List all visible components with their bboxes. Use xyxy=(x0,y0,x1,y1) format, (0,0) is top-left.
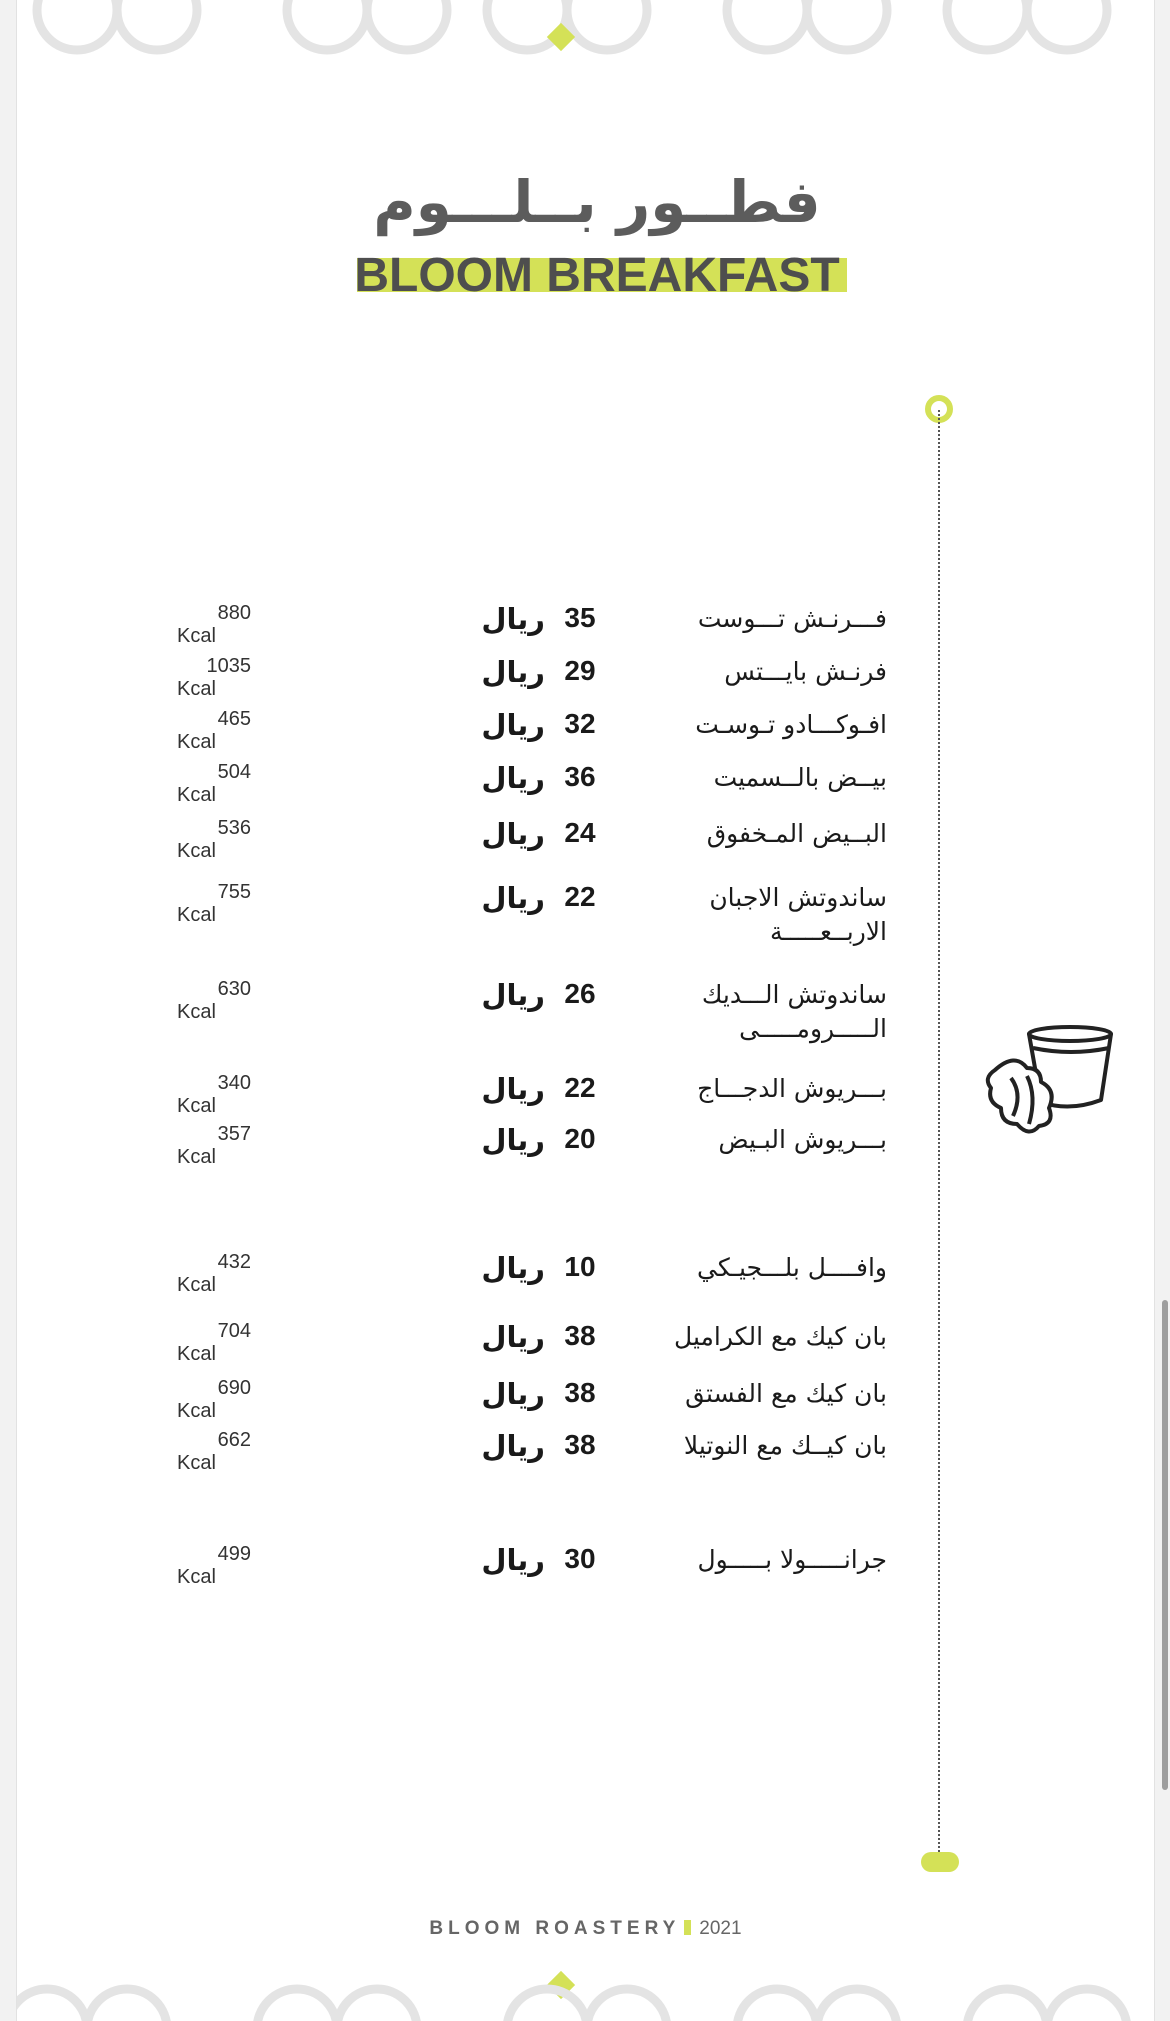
item-name: ساندوتش الاجبان الاربــعـــــة xyxy=(709,883,887,946)
currency: ريال xyxy=(481,1543,545,1577)
item-name: بان كيك مع الفستق xyxy=(685,1379,887,1408)
calories: 340Kcal xyxy=(177,1072,251,1117)
list-item xyxy=(17,761,1154,806)
price: 38 xyxy=(564,1320,596,1351)
list-item xyxy=(17,655,1154,700)
calories: 499Kcal xyxy=(177,1543,251,1588)
item-name: بان كيك مع الكراميل xyxy=(674,1322,887,1351)
calories: 432Kcal xyxy=(177,1251,251,1296)
currency: ريال xyxy=(481,817,545,851)
currency: ريال xyxy=(481,978,545,1012)
calories: 755Kcal xyxy=(177,881,251,926)
currency: ريال xyxy=(481,1377,545,1411)
item-name: فرنـش بايـــتس xyxy=(724,657,887,686)
list-item xyxy=(17,1543,1154,1588)
footer xyxy=(17,1918,1154,1940)
price: 38 xyxy=(564,1429,596,1460)
price: 29 xyxy=(564,655,596,686)
currency: ريال xyxy=(481,1429,545,1463)
footer-brand: BLOOM ROASTERY xyxy=(429,1918,681,1939)
scrollbar[interactable] xyxy=(1162,1300,1168,1790)
ornament-pattern-icon xyxy=(17,1959,1154,2021)
list-item xyxy=(17,1251,1154,1296)
currency: ريال xyxy=(481,881,545,915)
footer-accent-bar xyxy=(684,1920,691,1935)
footer-year: 2021 xyxy=(699,1918,742,1939)
page-title-english: BLOOM BREAKFAST xyxy=(354,249,840,302)
currency: ريال xyxy=(481,1320,545,1354)
item-name: وافــــل بلـــجيـكي xyxy=(696,1253,887,1282)
calories: 630Kcal xyxy=(177,978,251,1023)
item-name: ساندوتش الـــديك الـــــرومـــــى xyxy=(701,980,887,1043)
price: 22 xyxy=(564,1072,596,1103)
price: 22 xyxy=(564,881,596,912)
currency: ريال xyxy=(481,1251,545,1285)
page-title-arabic: فطــور بــلـــوم xyxy=(373,168,821,236)
calories: 465Kcal xyxy=(177,708,251,753)
calories: 690Kcal xyxy=(177,1377,251,1422)
calories: 504Kcal xyxy=(177,761,251,806)
price: 32 xyxy=(564,708,596,739)
calories: 880Kcal xyxy=(177,602,251,647)
ornament-pattern-icon xyxy=(17,0,1154,70)
currency: ريال xyxy=(481,602,545,636)
item-name: البــيض المـخفوق xyxy=(706,819,887,848)
page-title-english-block xyxy=(327,248,867,304)
item-name: جرانـــــولا بـــــول xyxy=(697,1545,887,1574)
currency: ريال xyxy=(481,655,545,689)
price: 38 xyxy=(564,1377,596,1408)
list-item xyxy=(17,817,1154,862)
list-item xyxy=(17,602,1154,647)
list-item xyxy=(17,1377,1154,1422)
list-item xyxy=(17,708,1154,753)
list-item xyxy=(17,1320,1154,1365)
calories: 662Kcal xyxy=(177,1429,251,1474)
list-item xyxy=(17,881,1154,946)
price: 20 xyxy=(564,1123,596,1154)
list-item xyxy=(17,1123,1154,1168)
item-name: بـــريوش البـيض xyxy=(718,1125,887,1154)
calories: 536Kcal xyxy=(177,817,251,862)
price: 35 xyxy=(564,602,596,633)
calories: 357Kcal xyxy=(177,1123,251,1168)
price: 24 xyxy=(564,817,596,848)
currency: ريال xyxy=(481,708,545,742)
calories: 1035Kcal xyxy=(177,655,251,700)
item-name: افـوكـــادو تـوسـت xyxy=(695,710,887,739)
price: 36 xyxy=(564,761,596,792)
item-name: بـــريوش الدجـــاج xyxy=(697,1074,887,1103)
price: 30 xyxy=(564,1543,596,1574)
list-item xyxy=(17,978,1154,1043)
price: 26 xyxy=(564,978,596,1009)
timeline-end-dot xyxy=(921,1852,959,1872)
menu-page xyxy=(16,0,1155,2021)
list-item xyxy=(17,1072,1154,1117)
currency: ريال xyxy=(481,761,545,795)
item-name: فـــرنـش تـــوست xyxy=(697,604,887,633)
calories: 704Kcal xyxy=(177,1320,251,1365)
list-item xyxy=(17,1429,1154,1474)
currency: ريال xyxy=(481,1123,545,1157)
price: 10 xyxy=(564,1251,596,1282)
item-name: بان كيــك مع النوتيلا xyxy=(683,1431,887,1460)
currency: ريال xyxy=(481,1072,545,1106)
item-name: بيــض بالــسميت xyxy=(713,763,887,792)
